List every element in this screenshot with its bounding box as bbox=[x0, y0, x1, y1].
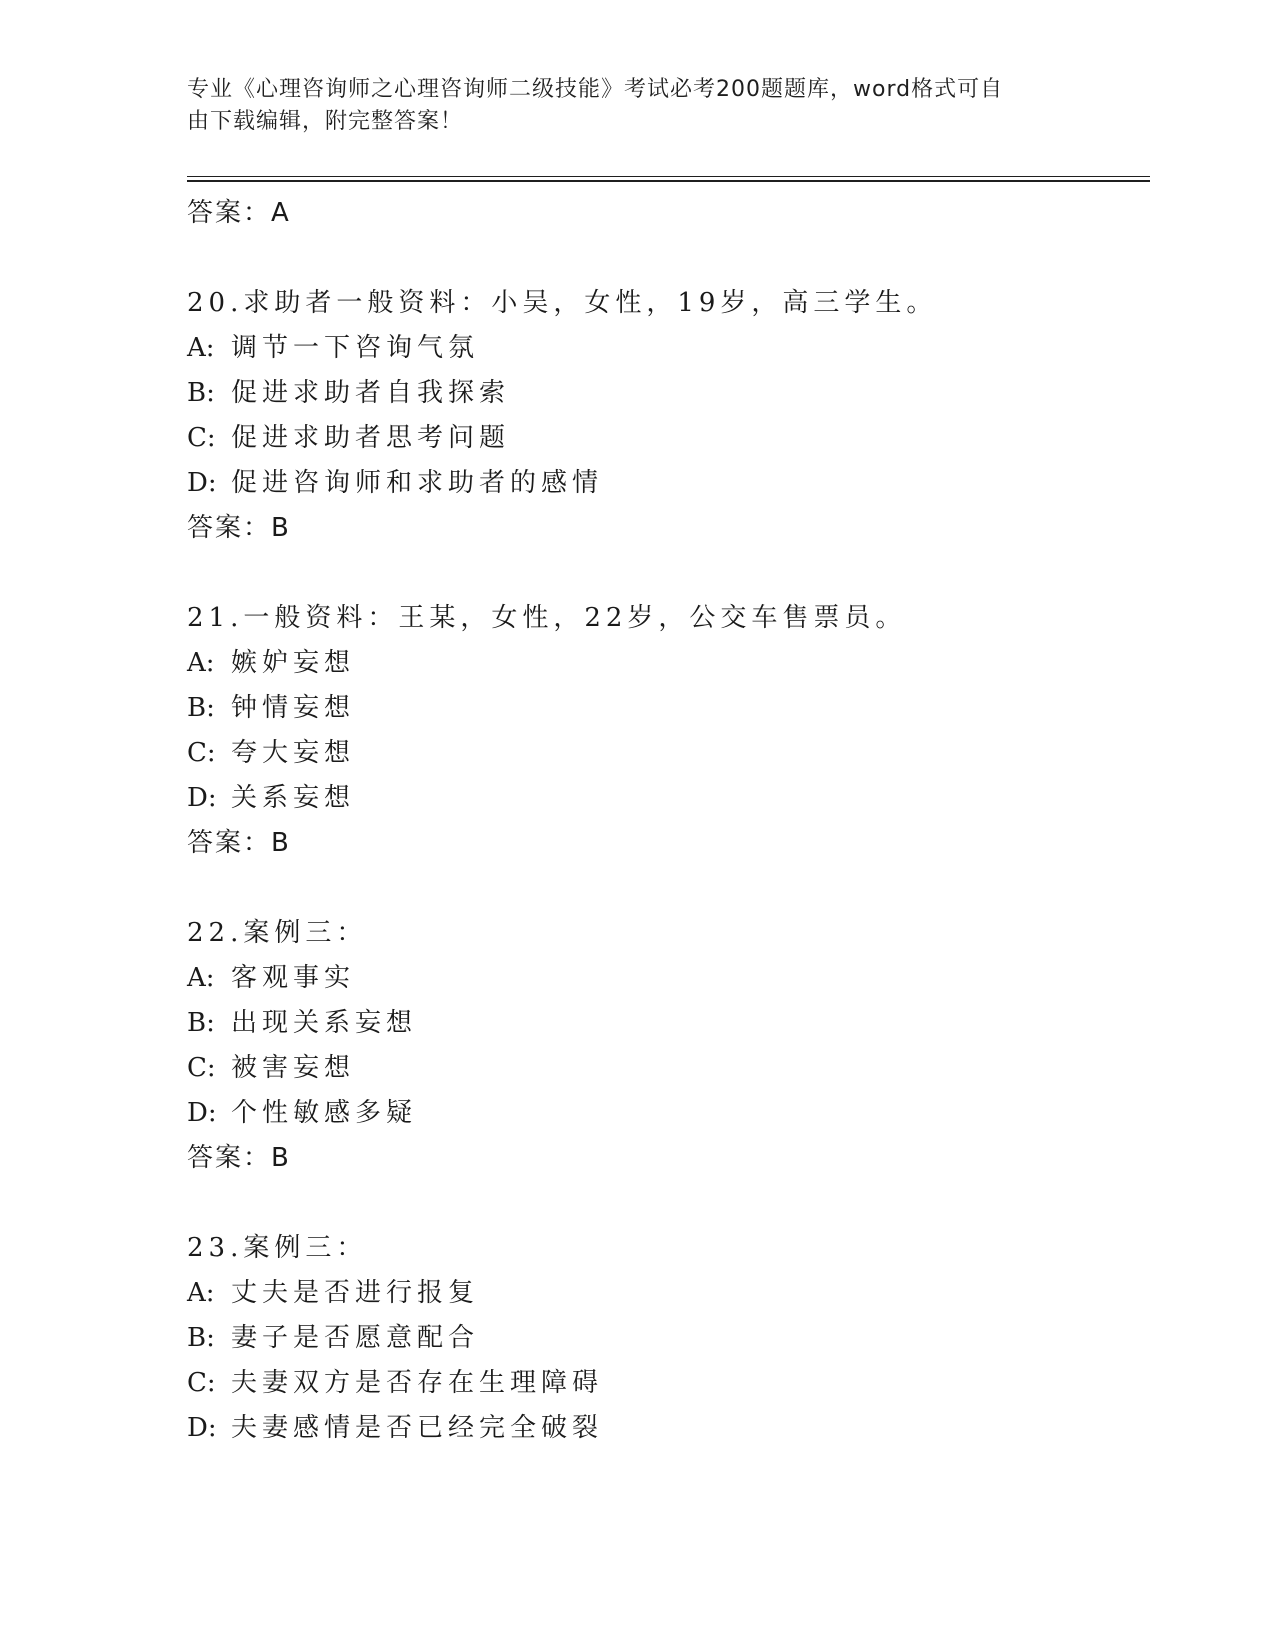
option-c bbox=[187, 1046, 1147, 1091]
option-letter: D: bbox=[187, 468, 217, 498]
header-divider-thin bbox=[187, 176, 1150, 177]
option-letter: A: bbox=[187, 333, 215, 363]
option-text: 促进咨询师和求助者的感情 bbox=[231, 468, 604, 498]
question-item bbox=[187, 596, 1147, 866]
spacer bbox=[187, 1181, 1147, 1226]
spacer bbox=[187, 236, 1147, 281]
option-letter: A: bbox=[187, 963, 215, 993]
option-text: 妻子是否愿意配合 bbox=[231, 1323, 480, 1353]
option-b bbox=[187, 1001, 1147, 1046]
document-header bbox=[187, 74, 1067, 138]
option-letter: C: bbox=[187, 738, 216, 768]
header-line-2: 由下载编辑，附完整答案！ bbox=[187, 109, 464, 134]
option-b bbox=[187, 1316, 1147, 1361]
answer-line: 答案：B bbox=[187, 828, 291, 858]
option-d bbox=[187, 461, 1147, 506]
option-letter: C: bbox=[187, 1053, 216, 1083]
option-c bbox=[187, 416, 1147, 461]
option-letter: D: bbox=[187, 783, 217, 813]
option-letter: B: bbox=[187, 693, 215, 723]
option-letter: C: bbox=[187, 423, 216, 453]
question-stem: 23.案例三： bbox=[187, 1233, 368, 1263]
option-a bbox=[187, 956, 1147, 1001]
option-letter: D: bbox=[187, 1098, 217, 1128]
question-stem: 21.一般资料：王某，女性，22岁，公交车售票员。 bbox=[187, 603, 907, 633]
option-d bbox=[187, 776, 1147, 821]
question-list bbox=[187, 191, 1147, 1451]
option-text: 夸大妄想 bbox=[231, 738, 356, 768]
question-stem: 20.求助者一般资料：小吴，女性，19岁，高三学生。 bbox=[187, 288, 938, 318]
option-text: 夫妻感情是否已经完全破裂 bbox=[231, 1413, 604, 1443]
option-letter: B: bbox=[187, 378, 215, 408]
option-letter: A: bbox=[187, 1278, 215, 1308]
option-d bbox=[187, 1406, 1147, 1451]
header-line-1: 专业《心理咨询师之心理咨询师二级技能》考试必考200题题库，word格式可自 bbox=[187, 77, 1004, 102]
option-d bbox=[187, 1091, 1147, 1136]
answer-line: 答案：B bbox=[187, 1143, 291, 1173]
spacer bbox=[187, 866, 1147, 911]
option-letter: B: bbox=[187, 1008, 215, 1038]
option-c bbox=[187, 1361, 1147, 1406]
option-text: 夫妻双方是否存在生理障碍 bbox=[231, 1368, 604, 1398]
option-text: 嫉妒妄想 bbox=[231, 648, 356, 678]
answer-line: 答案：A bbox=[187, 198, 291, 228]
spacer bbox=[187, 551, 1147, 596]
question-item bbox=[187, 281, 1147, 551]
option-a bbox=[187, 326, 1147, 371]
option-text: 促进求助者自我探索 bbox=[231, 378, 511, 408]
option-text: 促进求助者思考问题 bbox=[231, 423, 511, 453]
answer-line: 答案：B bbox=[187, 513, 291, 543]
option-text: 丈夫是否进行报复 bbox=[231, 1278, 480, 1308]
option-text: 关系妄想 bbox=[231, 783, 356, 813]
option-letter: C: bbox=[187, 1368, 216, 1398]
header-divider-thick bbox=[187, 180, 1150, 182]
question-stem: 22.案例三： bbox=[187, 918, 368, 948]
option-text: 钟情妄想 bbox=[231, 693, 356, 723]
question-item bbox=[187, 911, 1147, 1181]
option-b bbox=[187, 371, 1147, 416]
option-text: 个性敏感多疑 bbox=[231, 1098, 418, 1128]
question-item bbox=[187, 1226, 1147, 1451]
option-c bbox=[187, 731, 1147, 776]
option-text: 调节一下咨询气氛 bbox=[231, 333, 480, 363]
option-a bbox=[187, 641, 1147, 686]
option-letter: D: bbox=[187, 1413, 217, 1443]
option-text: 客观事实 bbox=[231, 963, 356, 993]
option-text: 被害妄想 bbox=[231, 1053, 356, 1083]
option-b bbox=[187, 686, 1147, 731]
option-letter: A: bbox=[187, 648, 215, 678]
option-text: 出现关系妄想 bbox=[231, 1008, 418, 1038]
option-letter: B: bbox=[187, 1323, 215, 1353]
option-a bbox=[187, 1271, 1147, 1316]
